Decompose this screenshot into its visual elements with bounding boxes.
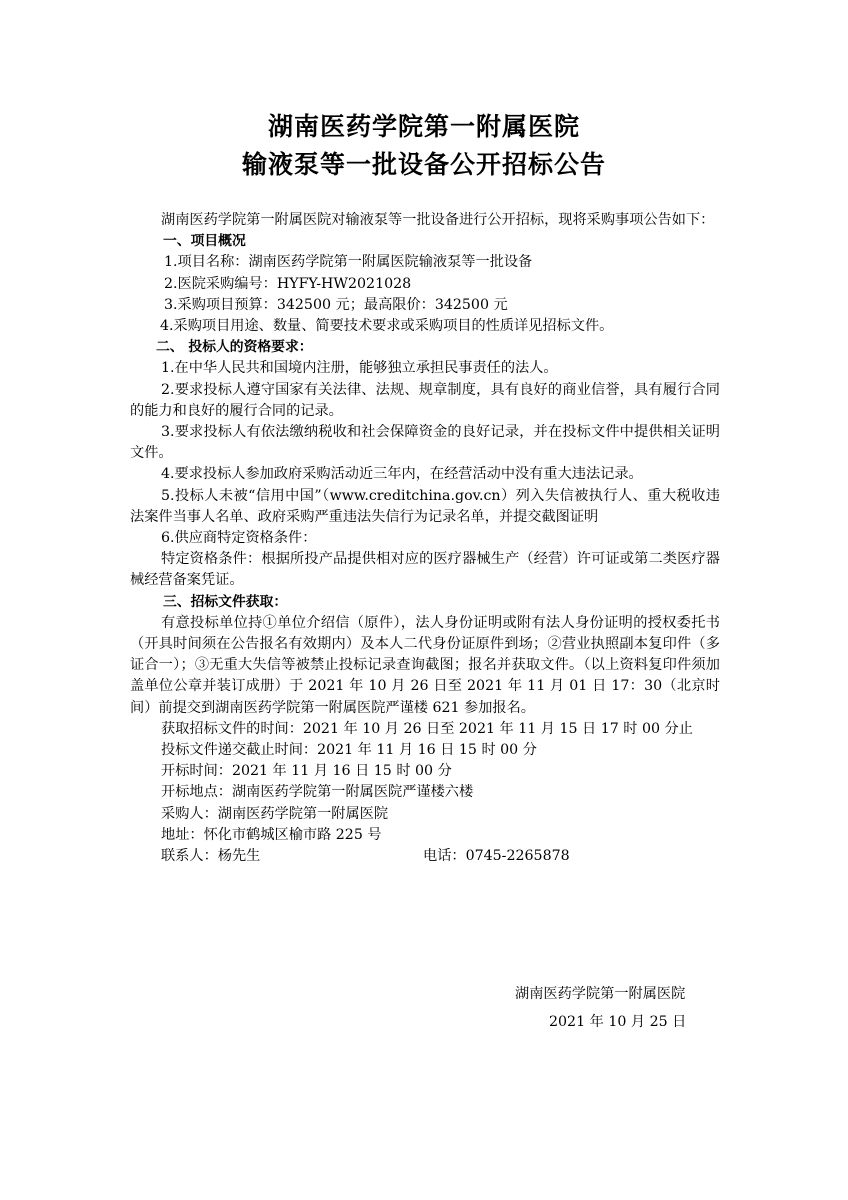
section3-paragraph: 有意投标单位持①单位介绍信（原件），法人身份证明或附有法人身份证明的授权委托书（开具时间须在公告报名有效期内）及本人二代身份证原件到场；②营业执照副本复印件（多证合一）；③无重大失信等被禁止投标记录查询截图；报名并获取文件。（以上资料复印件须加盖单位公章并装订成册）于 2021 年 10 月 26 日至 2021 年 11 月 01 日 17：30（北京时间）前提交到湖南医药学院第一附属医院严谨楼 621 参加报名。 (130, 614, 720, 716)
address: 地址：怀化市鹤城区榆市路 225 号 (161, 826, 382, 843)
open-place: 开标地点：湖南医药学院第一附属医院严谨楼六楼 (161, 784, 474, 801)
document-title-line2: 输液泵等一批设备公开招标公告 (241, 150, 606, 179)
section1-item: 1.项目名称：湖南医药学院第一附属医院输液泵等一批设备 (164, 254, 533, 271)
section2-item: 特定资格条件：根据所投产品提供相对应的医疗器械生产（经营）许可证或第二类医疗器械经营备案凭证。 (130, 551, 720, 589)
signature-date: 2021 年 10 月 25 日 (549, 1014, 687, 1030)
section2-item: 1.在中华人民共和国境内注册，能够独立承担民事责任的法人。 (161, 360, 558, 377)
document-title-line1: 湖南医药学院第一附属医院 (267, 112, 580, 141)
contact-row (130, 846, 720, 867)
purchaser: 采购人：湖南医药学院第一附属医院 (161, 805, 389, 822)
section2-item: 3.要求投标人有依法缴纳税收和社会保障资金的良好记录，并在投标文件中提供相关证明文件。 (130, 424, 720, 462)
section2-item: 5.投标人未被“信用中国”（www.creditchina.gov.cn）列入失信被执行人、重大税收违法案件当事人名单、政府采购严重违法失信行为记录名单，并提交截图证明 (130, 487, 720, 525)
document-body (130, 210, 720, 867)
section1-item: 2.医院采购编号：HYFY-HW2021028 (164, 275, 412, 292)
section2-item: 4.要求投标人参加政府采购活动近三年内，在经营活动中没有重大违法记录。 (161, 466, 643, 483)
intro-paragraph: 湖南医药学院第一附属医院对输液泵等一批设备进行公开招标，现将采购事项公告如下： (161, 212, 715, 228)
contact-person: 联系人：杨先生 (161, 848, 261, 865)
section3-paragraph: 获取招标文件的时间：2021 年 10 月 26 日至 2021 年 11 月 15 日 17 时 00 分止 (161, 720, 693, 737)
section2-item: 6.供应商特定资格条件： (161, 530, 317, 547)
section3-heading: 三、招标文件获取： (163, 593, 288, 610)
contact-phone: 电话：0745-2265878 (423, 848, 570, 865)
section1-heading: 一、项目概况 (163, 233, 246, 250)
bid-deadline: 投标文件递交截止时间：2021 年 11 月 16 日 15 时 00 分 (161, 742, 537, 759)
open-time: 开标时间：2021 年 11 月 16 日 15 时 00 分 (161, 763, 452, 780)
signature-organization: 湖南医药学院第一附属医院 (515, 986, 686, 1002)
section2-item: 2.要求投标人遵守国家有关法律、法规、规章制度，具有良好的商业信誉，具有履行合同的能力和良好的履行合同的记录。 (130, 381, 720, 419)
section1-item: 4.采购项目用途、数量、简要技术要求或采购项目的性质详见招标文件。 (160, 318, 614, 335)
section2-heading: 二、 投标人的资格要求： (156, 339, 313, 356)
section1-item: 3.采购项目预算：342500 元；最高限价：342500 元 (164, 296, 508, 313)
